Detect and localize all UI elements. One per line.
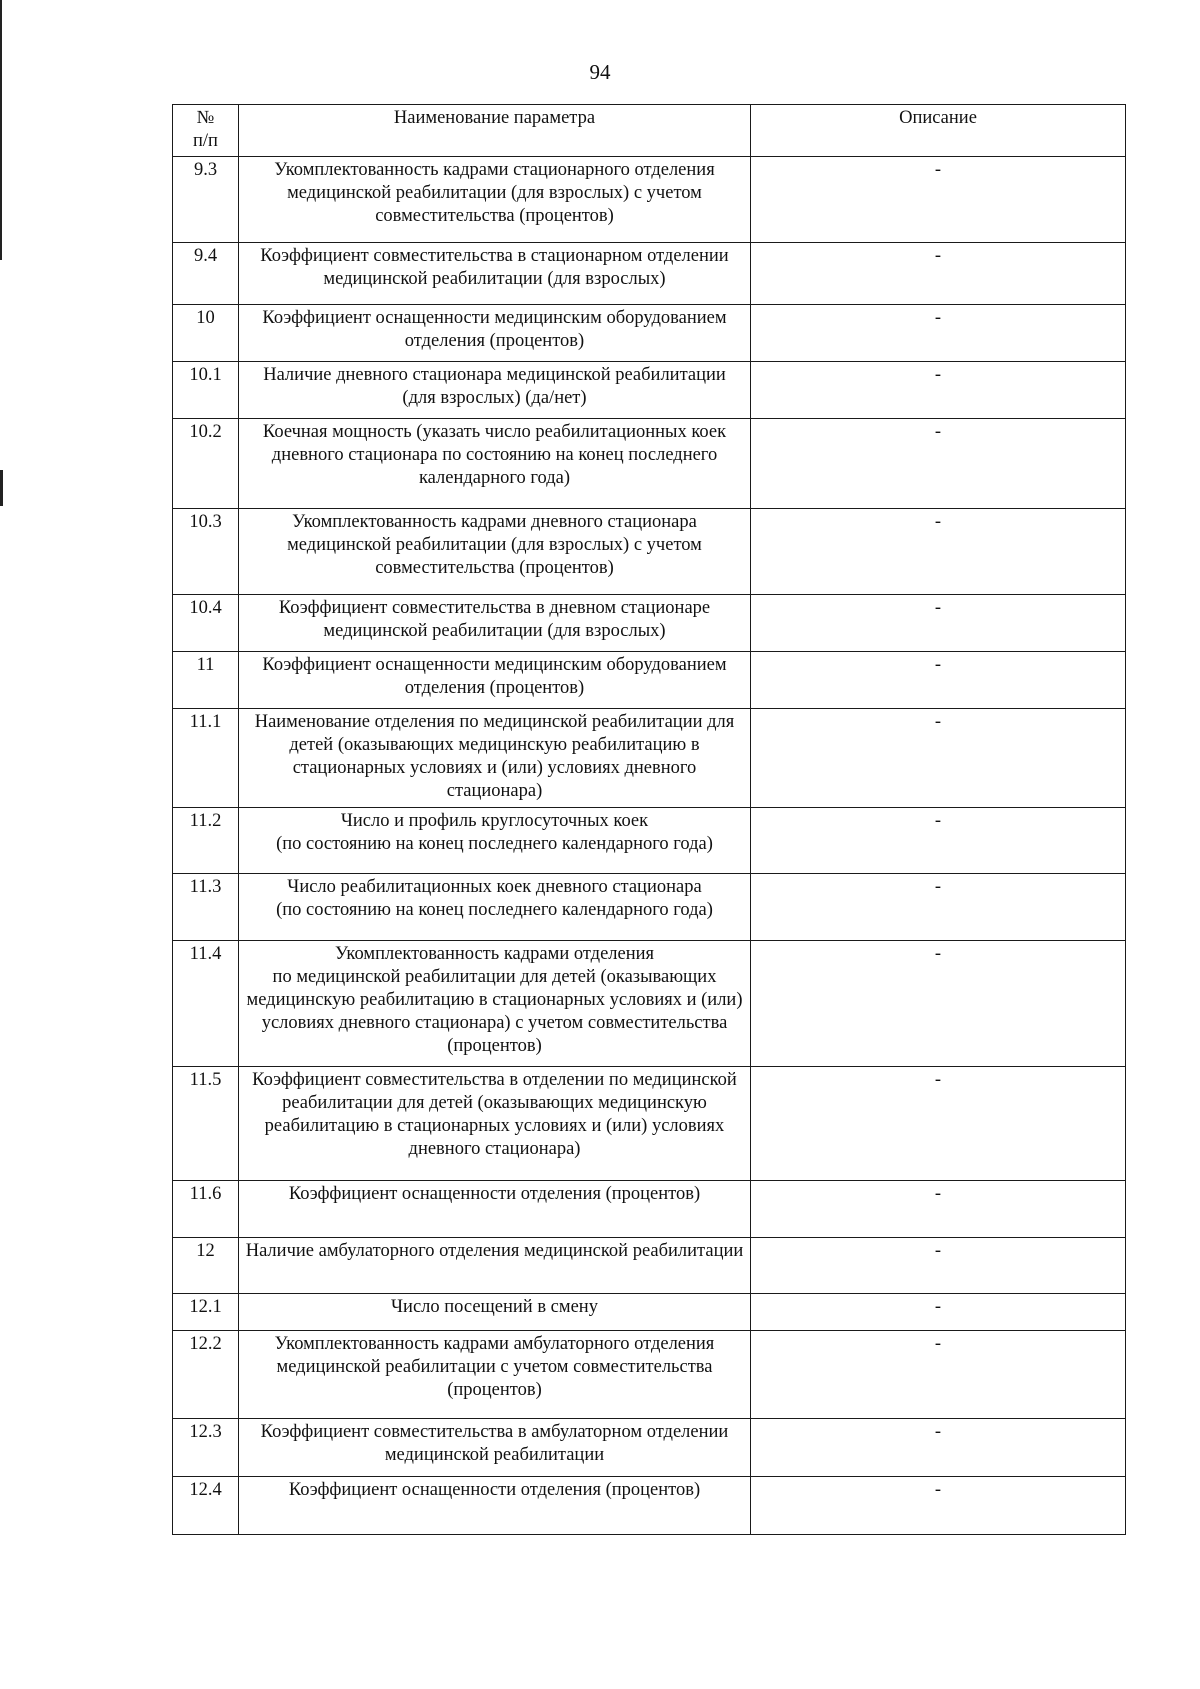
row-description: -: [751, 1238, 1126, 1294]
row-description: -: [751, 808, 1126, 874]
row-description: -: [751, 1294, 1126, 1331]
row-description: -: [751, 362, 1126, 419]
table-row: [173, 808, 1126, 874]
table-header-row: [173, 105, 1126, 157]
row-parameter-name: Наличие дневного стационара медицинской реабилитации (для взрослых) (да/нет): [239, 362, 751, 419]
row-parameter-name: Наличие амбулаторного отделения медицинской реабилитации: [239, 1238, 751, 1294]
row-number: 11: [173, 652, 239, 709]
header-number: № п/п: [173, 105, 239, 157]
table-row: [173, 1477, 1126, 1535]
row-parameter-name: Число реабилитационных коек дневного стационара (по состоянию на конец последнего календарного года): [239, 874, 751, 941]
row-description: -: [751, 243, 1126, 305]
page-number: 94: [589, 60, 611, 84]
table-row: [173, 874, 1126, 941]
row-parameter-name: Укомплектованность кадрами дневного стационара медицинской реабилитации (для взрослых) с учетом совместительства (процентов): [239, 509, 751, 595]
row-description: -: [751, 1419, 1126, 1477]
row-description: -: [751, 1331, 1126, 1419]
row-description: -: [751, 509, 1126, 595]
row-parameter-name: Укомплектованность кадрами стационарного отделения медицинской реабилитации (для взрослых) с учетом совместительства (процентов): [239, 157, 751, 243]
row-description: -: [751, 157, 1126, 243]
table-row: [173, 709, 1126, 808]
table-row: [173, 362, 1126, 419]
row-description: -: [751, 305, 1126, 362]
row-description: -: [751, 419, 1126, 509]
row-number: 10.2: [173, 419, 239, 509]
row-parameter-name: Укомплектованность кадрами амбулаторного отделения медицинской реабилитации с учетом совместительства (процентов): [239, 1331, 751, 1419]
row-parameter-name: Коечная мощность (указать число реабилитационных коек дневного стационара по состоянию на конец последнего календарного года): [239, 419, 751, 509]
row-number: 11.1: [173, 709, 239, 808]
row-parameter-name: Число и профиль круглосуточных коек (по состоянию на конец последнего календарного года): [239, 808, 751, 874]
row-number: 11.6: [173, 1181, 239, 1238]
parameters-table: [172, 104, 1126, 1535]
row-number: 10: [173, 305, 239, 362]
row-parameter-name: Коэффициент оснащенности медицинским оборудованием отделения (процентов): [239, 305, 751, 362]
table-row: [173, 419, 1126, 509]
table-row: [173, 243, 1126, 305]
table-row: [173, 509, 1126, 595]
row-number: 11.3: [173, 874, 239, 941]
row-parameter-name: Наименование отделения по медицинской реабилитации для детей (оказывающих медицинскую реабилитацию в стационарных условиях и (или) условиях дневного стационара): [239, 709, 751, 808]
row-description: -: [751, 941, 1126, 1067]
header-parameter-name: Наименование параметра: [239, 105, 751, 157]
row-number: 10.4: [173, 595, 239, 652]
row-description: -: [751, 1181, 1126, 1238]
header-description: Описание: [751, 105, 1126, 157]
row-parameter-name: Коэффициент совместительства в дневном стационаре медицинской реабилитации (для взрослых): [239, 595, 751, 652]
table-row: [173, 1419, 1126, 1477]
row-number: 11.4: [173, 941, 239, 1067]
table-row: [173, 652, 1126, 709]
scan-artifact-left-edge: [0, 0, 2, 260]
row-number: 11.2: [173, 808, 239, 874]
row-number: 10.3: [173, 509, 239, 595]
table-row: [173, 1294, 1126, 1331]
row-parameter-name: Коэффициент оснащенности отделения (процентов): [239, 1477, 751, 1535]
scan-artifact-left-tick: [0, 470, 3, 506]
row-number: 9.3: [173, 157, 239, 243]
row-description: -: [751, 595, 1126, 652]
table-row: [173, 1238, 1126, 1294]
row-description: -: [751, 874, 1126, 941]
row-number: 11.5: [173, 1067, 239, 1181]
row-number: 12: [173, 1238, 239, 1294]
row-description: -: [751, 709, 1126, 808]
table-row: [173, 941, 1126, 1067]
table-row: [173, 595, 1126, 652]
row-number: 12.3: [173, 1419, 239, 1477]
row-number: 12.4: [173, 1477, 239, 1535]
row-number: 9.4: [173, 243, 239, 305]
row-parameter-name: Число посещений в смену: [239, 1294, 751, 1331]
row-description: -: [751, 1477, 1126, 1535]
table-row: [173, 157, 1126, 243]
table-row: [173, 1181, 1126, 1238]
row-parameter-name: Коэффициент совместительства в амбулаторном отделении медицинской реабилитации: [239, 1419, 751, 1477]
row-description: -: [751, 652, 1126, 709]
table-row: [173, 1067, 1126, 1181]
row-number: 12.1: [173, 1294, 239, 1331]
row-number: 12.2: [173, 1331, 239, 1419]
row-parameter-name: Коэффициент совместительства в стационарном отделении медицинской реабилитации (для взрослых): [239, 243, 751, 305]
table-row: [173, 1331, 1126, 1419]
row-number: 10.1: [173, 362, 239, 419]
row-parameter-name: Коэффициент оснащенности медицинским оборудованием отделения (процентов): [239, 652, 751, 709]
row-description: -: [751, 1067, 1126, 1181]
row-parameter-name: Коэффициент оснащенности отделения (процентов): [239, 1181, 751, 1238]
row-parameter-name: Коэффициент совместительства в отделении по медицинской реабилитации для детей (оказывающих медицинскую реабилитацию в стационарных условиях и (или) условиях дневного стационара): [239, 1067, 751, 1181]
table-row: [173, 305, 1126, 362]
row-parameter-name: Укомплектованность кадрами отделения по медицинской реабилитации для детей (оказывающих медицинскую реабилитацию в стационарных условиях и (или) условиях дневного стационара) с учетом совместительства (процентов): [239, 941, 751, 1067]
